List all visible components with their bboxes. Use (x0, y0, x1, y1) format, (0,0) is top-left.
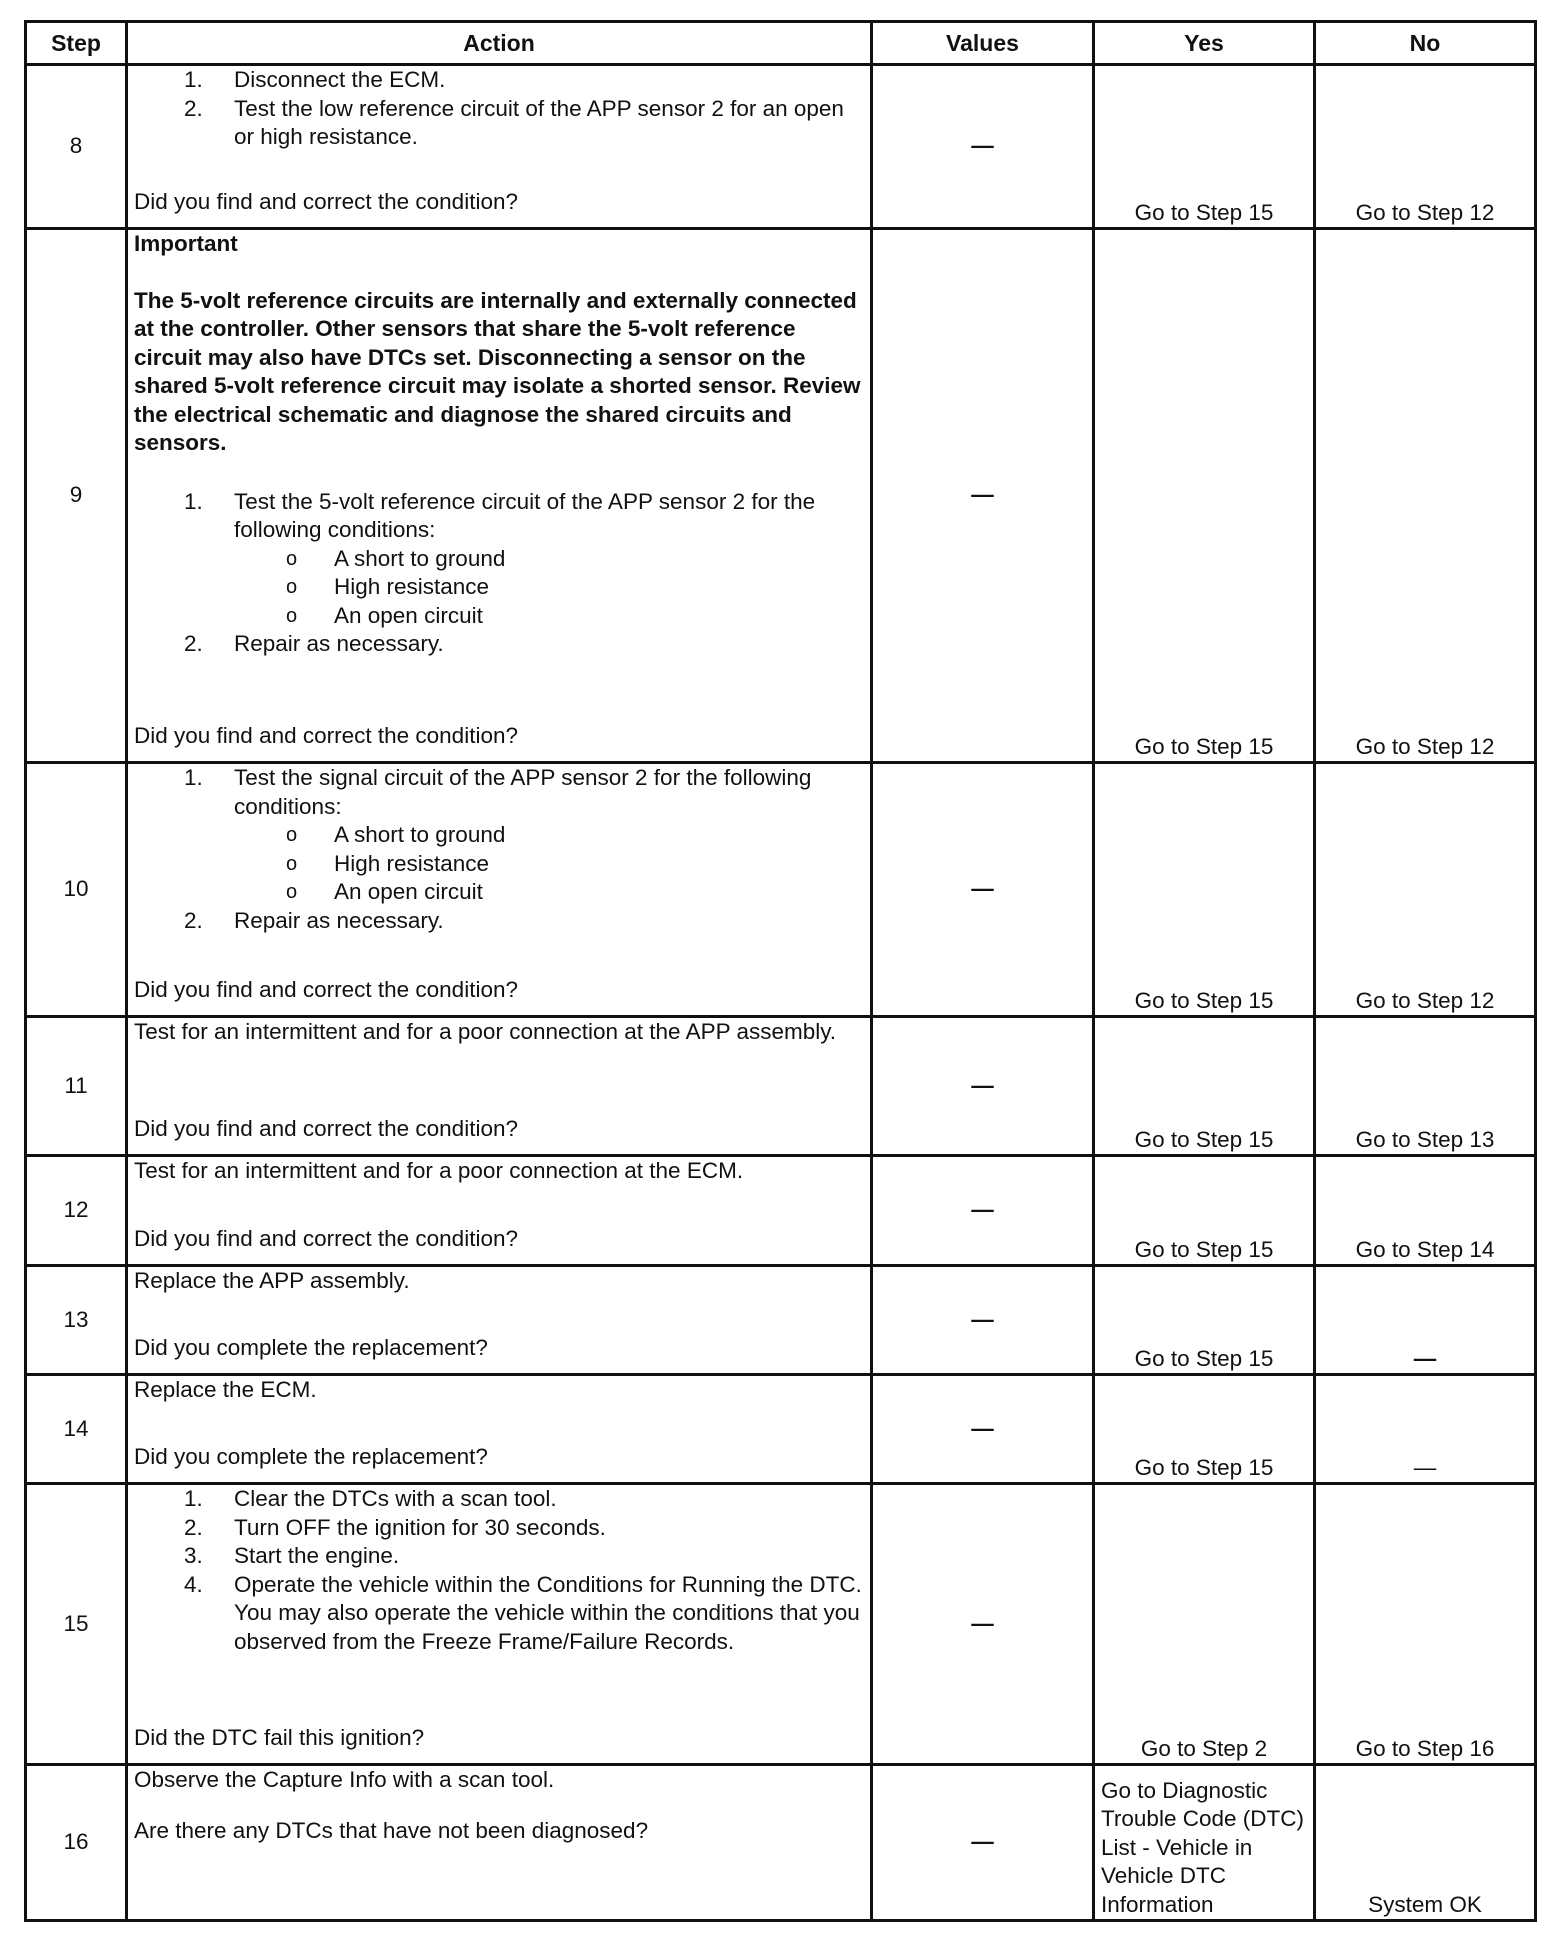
action-cell (127, 1484, 872, 1765)
table-row (26, 229, 1536, 763)
list-item: 1. Test the 5-volt reference circuit of the APP sensor 2 for the following conditions: o A short to ground o High resistance o An open circuit (134, 488, 864, 631)
action-cell (127, 763, 872, 1017)
action-question: Are there any DTCs that have not been diagnosed? (134, 1817, 649, 1843)
no-cell: Go to Step 12 (1315, 65, 1536, 229)
step-number: 15 (26, 1484, 127, 1765)
action-question: Did you find and correct the condition? (134, 1225, 518, 1251)
no-cell: System OK (1315, 1765, 1536, 1921)
list-item: 1. Disconnect the ECM. (184, 67, 446, 92)
no-cell: — (1315, 1266, 1536, 1375)
list-item: 2. Repair as necessary. (184, 907, 444, 933)
yes-cell: Go to Step 15 (1094, 229, 1315, 763)
list-item: 1. Clear the DTCs with a scan tool. (184, 1486, 557, 1511)
list-item: 1. Test the signal circuit of the APP sensor 2 for the following conditions: o A short to ground o High resistance o An open circuit (134, 764, 864, 907)
action-steps (134, 488, 864, 659)
step-number: 11 (26, 1017, 127, 1156)
step-number: 12 (26, 1156, 127, 1266)
table-row (26, 1484, 1536, 1765)
header-yes: Yes (1094, 22, 1315, 65)
action-text: Test for an intermittent and for a poor connection at the ECM. (134, 1158, 744, 1183)
values-cell: — (872, 1017, 1094, 1156)
table-row (26, 65, 1536, 229)
values-cell: — (872, 1484, 1094, 1765)
action-question: Did you find and correct the condition? (134, 722, 518, 748)
header-row (26, 22, 1536, 65)
important-note: The 5-volt reference circuits are internally and externally connected at the controller. Other sensors that share the 5-volt reference circuit may also have DTCs set. Disconnecting a sensor on the shared 5-volt reference circuit may isolate a shorted sensor. Review the electrical schematic and diagnose the shared circuits and sensors. (134, 287, 861, 455)
no-cell: Go to Step 13 (1315, 1017, 1536, 1156)
action-question: Did you find and correct the condition? (134, 188, 518, 214)
condition-item: o High resistance (286, 574, 490, 599)
diagnostic-table (24, 20, 1537, 1922)
condition-list (234, 821, 864, 907)
values-cell: — (872, 1765, 1094, 1921)
table-row (26, 1156, 1536, 1266)
yes-cell: Go to Step 15 (1094, 1266, 1315, 1375)
action-question: Did the DTC fail this ignition? (134, 1724, 425, 1750)
values-cell: — (872, 229, 1094, 763)
yes-cell: Go to Step 2 (1094, 1484, 1315, 1765)
condition-item: o High resistance (286, 850, 490, 876)
action-text: Replace the ECM. (134, 1377, 317, 1402)
action-question: Did you find and correct the condition? (134, 1115, 518, 1141)
action-steps (134, 1485, 864, 1656)
header-action: Action (127, 22, 872, 65)
condition-item: o An open circuit (286, 602, 483, 628)
action-cell (127, 1156, 872, 1266)
list-item: 4. Operate the vehicle within the Conditions for Running the DTC. You may also operate the vehicle within the conditions that you observed from the Freeze Frame/Failure Records. (184, 1571, 862, 1654)
step-number: 8 (26, 65, 127, 229)
table-row (26, 1266, 1536, 1375)
list-item: 2. Repair as necessary. (184, 631, 444, 656)
yes-cell: Go to Diagnostic Trouble Code (DTC) List - Vehicle in Vehicle DTC Information (1094, 1765, 1315, 1921)
action-question: Did you complete the replacement? (134, 1443, 488, 1469)
values-cell: — (872, 763, 1094, 1017)
condition-item: o A short to ground (286, 822, 506, 847)
list-item: 3. Start the engine. (184, 1543, 400, 1568)
yes-cell: Go to Step 15 (1094, 65, 1315, 229)
action-steps (134, 764, 864, 935)
yes-cell: Go to Step 15 (1094, 1017, 1315, 1156)
no-cell: Go to Step 12 (1315, 763, 1536, 1017)
list-item: 2. Turn OFF the ignition for 30 seconds. (184, 1514, 606, 1540)
action-cell (127, 1375, 872, 1484)
step-number: 14 (26, 1375, 127, 1484)
values-cell: — (872, 1375, 1094, 1484)
header-no: No (1315, 22, 1536, 65)
condition-item: o A short to ground (286, 545, 506, 571)
no-cell: Go to Step 16 (1315, 1484, 1536, 1765)
step-number: 13 (26, 1266, 127, 1375)
action-steps (134, 66, 864, 152)
condition-list (234, 545, 864, 631)
important-title: Important (134, 231, 238, 256)
values-cell: — (872, 1156, 1094, 1266)
yes-cell: Go to Step 15 (1094, 1375, 1315, 1484)
header-step: Step (26, 22, 127, 65)
action-cell (127, 65, 872, 229)
action-cell (127, 1017, 872, 1156)
table-row (26, 763, 1536, 1017)
action-cell (127, 1266, 872, 1375)
yes-cell: Go to Step 15 (1094, 1156, 1315, 1266)
table-row (26, 1017, 1536, 1156)
step-number: 9 (26, 229, 127, 763)
action-text: Replace the APP assembly. (134, 1268, 410, 1293)
values-cell: — (872, 65, 1094, 229)
condition-item: o An open circuit (286, 879, 483, 904)
list-item: 2. Test the low reference circuit of the APP sensor 2 for an open or high resistance. (184, 95, 844, 149)
step-number: 10 (26, 763, 127, 1017)
action-cell (127, 1765, 872, 1921)
action-cell (127, 229, 872, 763)
action-question: Did you find and correct the condition? (134, 976, 518, 1002)
no-cell: Go to Step 14 (1315, 1156, 1536, 1266)
step-number: 16 (26, 1765, 127, 1921)
values-cell: — (872, 1266, 1094, 1375)
header-values: Values (872, 22, 1094, 65)
table-row (26, 1375, 1536, 1484)
no-cell: — (1315, 1375, 1536, 1484)
no-cell: Go to Step 12 (1315, 229, 1536, 763)
yes-cell: Go to Step 15 (1094, 763, 1315, 1017)
table-row (26, 1765, 1536, 1921)
action-text: Observe the Capture Info with a scan tool. (134, 1767, 555, 1792)
action-text: Test for an intermittent and for a poor connection at the APP assembly. (134, 1019, 837, 1044)
action-question: Did you complete the replacement? (134, 1334, 488, 1360)
